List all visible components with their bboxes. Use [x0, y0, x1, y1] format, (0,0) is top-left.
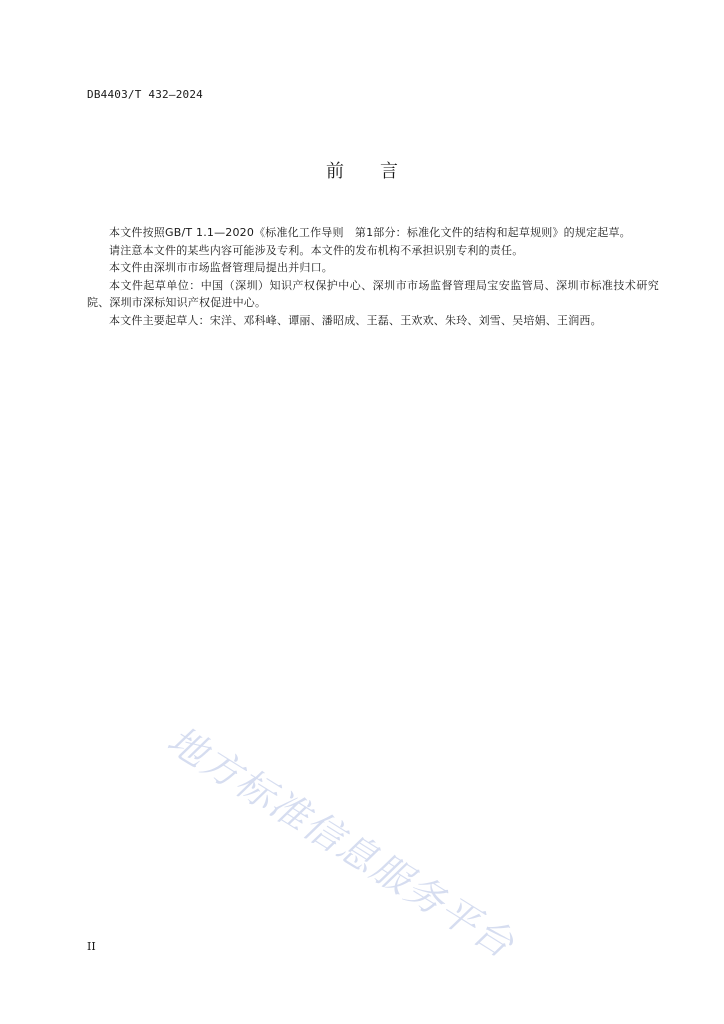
- document-code: DB4403/T 432—2024: [87, 88, 203, 101]
- title-char-2: 言: [380, 161, 398, 182]
- paragraph-patent-notice: 请注意本文件的某些内容可能涉及专利。本文件的发布机构不承担识别专利的责任。: [109, 243, 524, 257]
- paragraph-proposer: 本文件由深圳市市场监督管理局提出并归口。: [109, 261, 333, 274]
- paragraph-drafting-units: 本文件起草单位：中国（深圳）知识产权保护中心、深圳市市场监督管理局宝安监管局、深圳市标准技术研究院、深圳市深标知识产权促进中心。: [87, 278, 659, 309]
- paragraph-drafting-rules: 本文件按照GB/T 1.1—2020《标准化工作导则 第1部分：标准化文件的结构和起草规则》的规定起草。: [109, 226, 631, 239]
- page-number: II: [87, 940, 96, 953]
- paragraph-drafters: 本文件主要起草人：宋洋、邓科峰、谭丽、潘昭成、王磊、王欢欢、朱玲、刘雪、吴培娟、王润西。: [109, 313, 602, 327]
- page-title: [0, 157, 724, 183]
- foreword-body: [87, 224, 659, 329]
- watermark: 地方标准信息服务平台: [159, 717, 523, 967]
- title-char-1: 前: [326, 161, 344, 182]
